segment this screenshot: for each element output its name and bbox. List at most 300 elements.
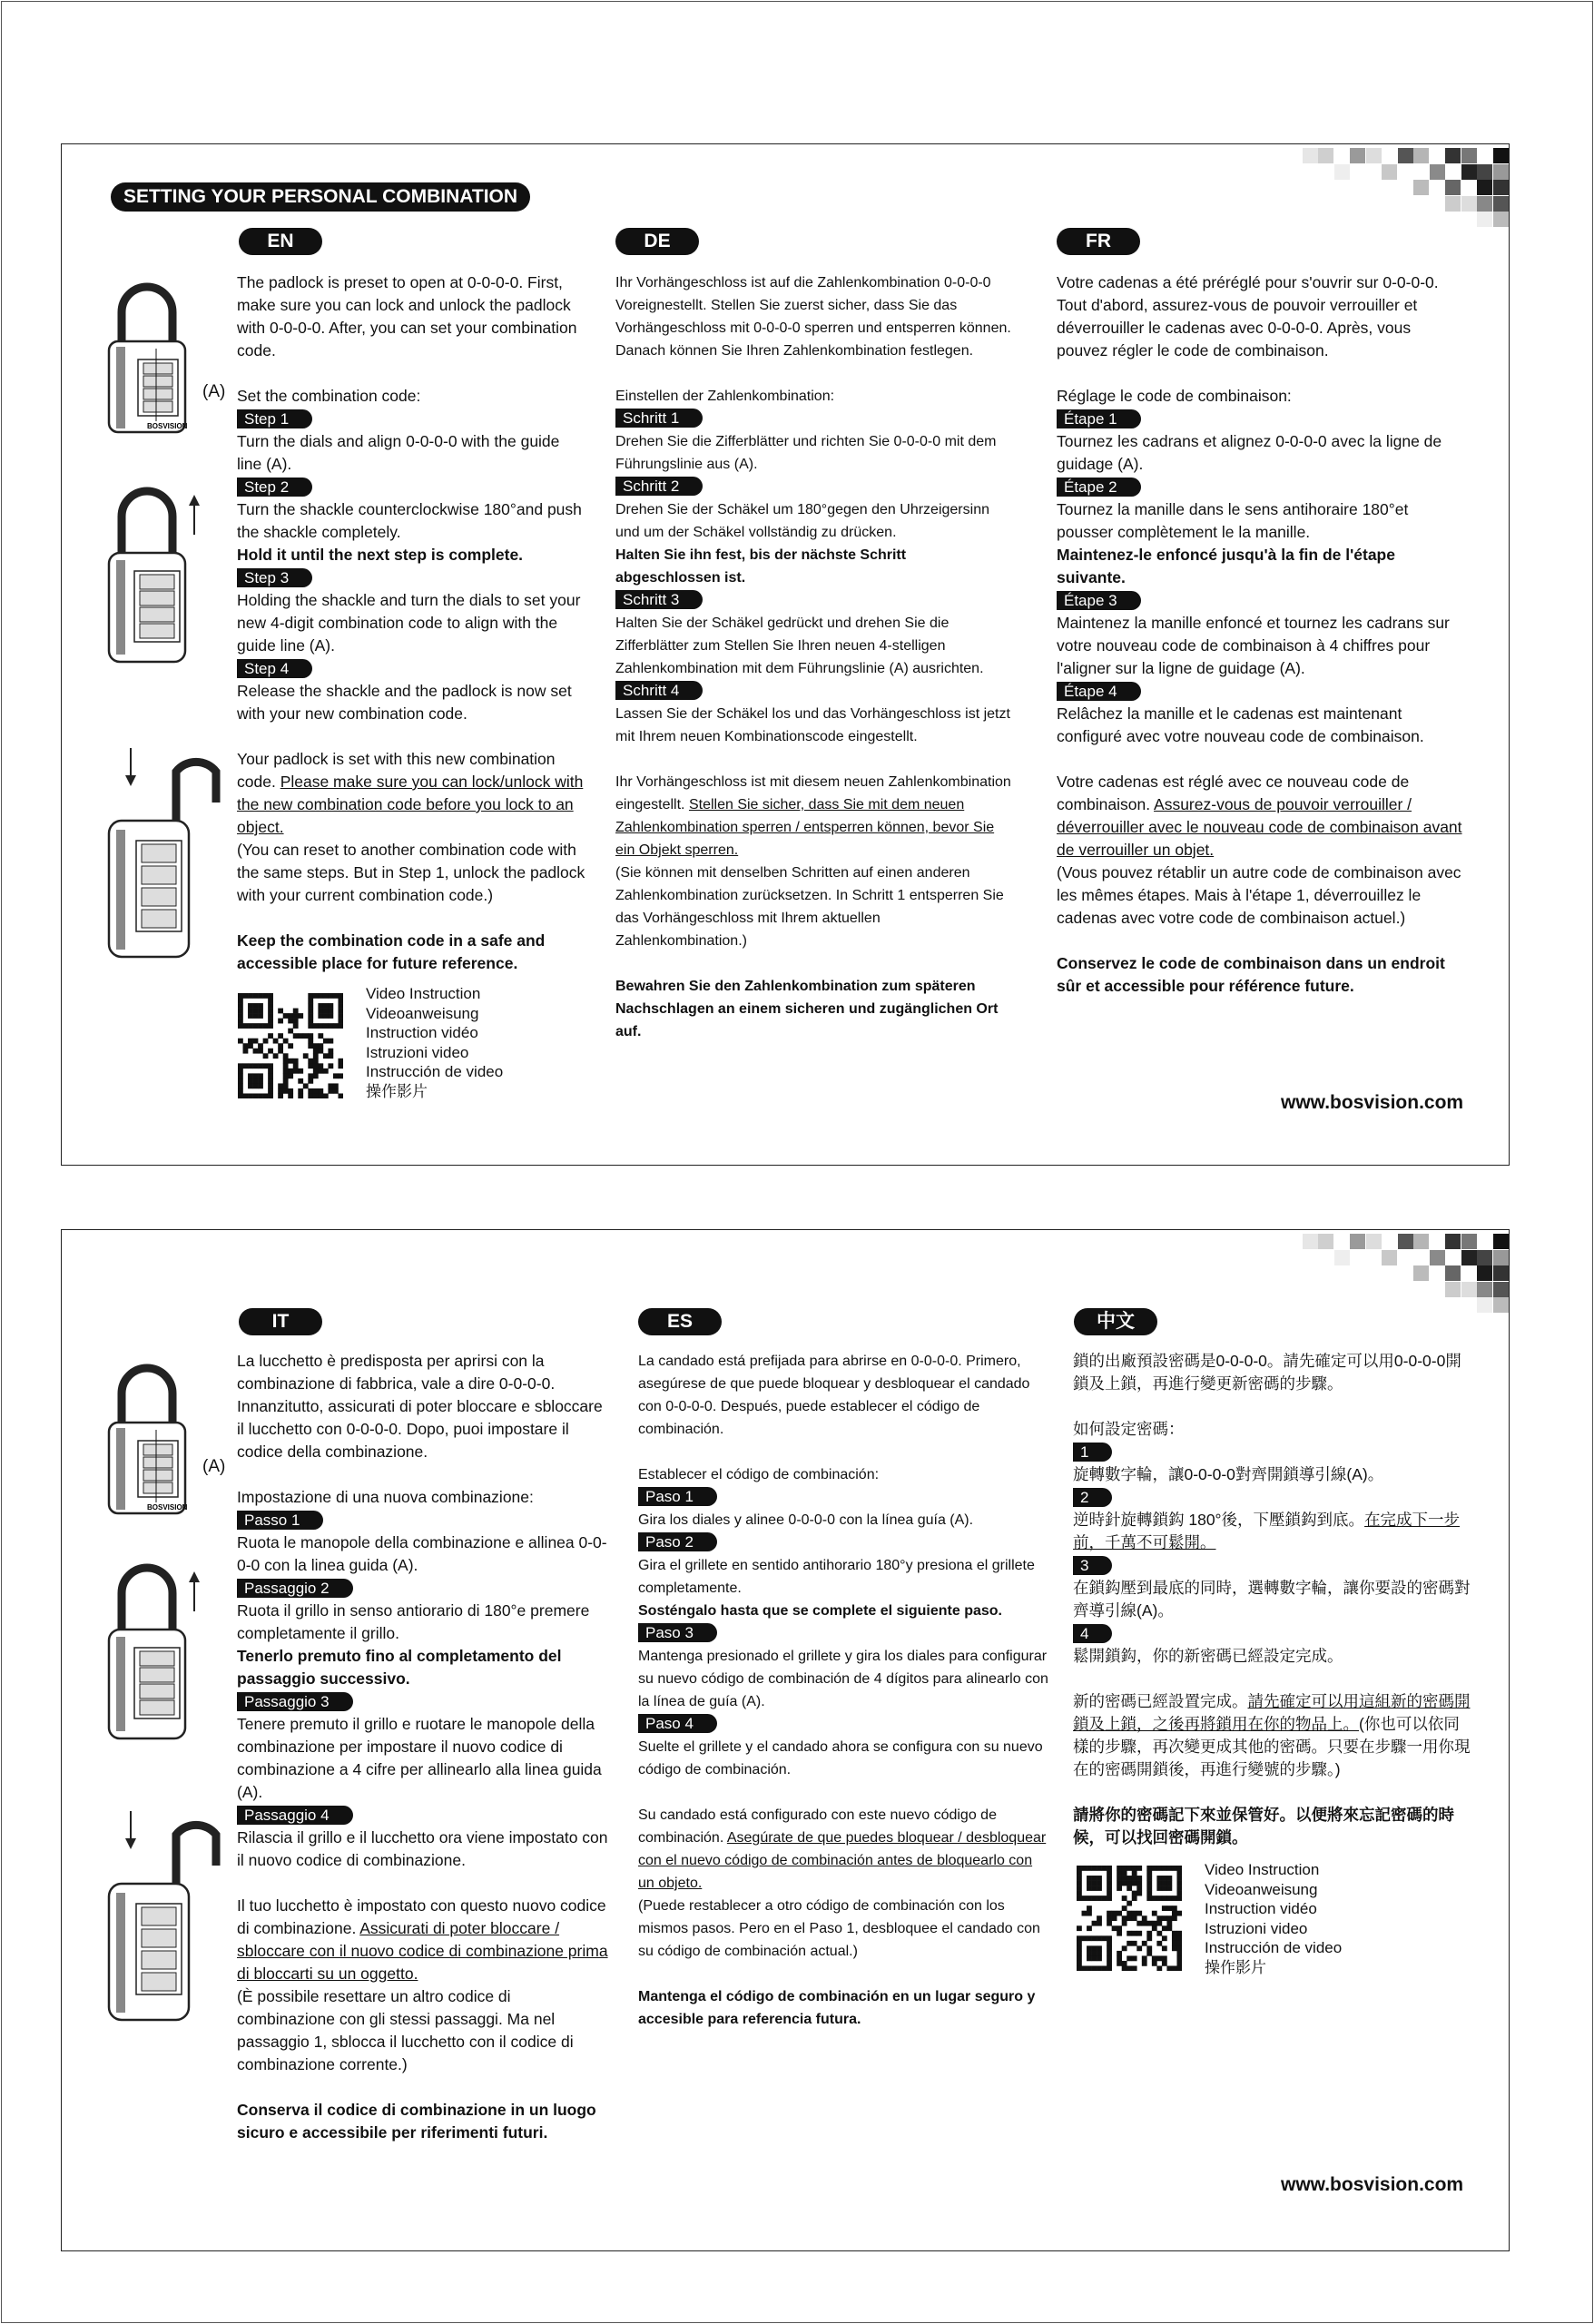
step-2-label: Step 2 <box>237 478 312 497</box>
qr-module <box>308 1093 313 1098</box>
qr-module <box>278 1049 283 1054</box>
mosaic-tile <box>1445 148 1461 163</box>
qr-module <box>1146 1871 1152 1876</box>
qr-module <box>268 993 273 999</box>
qr-module <box>308 1003 313 1009</box>
keep-text: Keep the combination code in a safe and accessible place for future reference. <box>237 931 546 972</box>
reset-text: (Vous pouvez rétablir un autre code de combinaison avec les mêmes étapes. Mais à l'étape 1, déverrouillez le cadenas avec votre code de combinaison actuel.) <box>1057 863 1461 927</box>
padlock-closed-illustration <box>103 1357 190 1516</box>
qr-module <box>1176 1961 1182 1966</box>
mosaic-tile <box>1461 196 1477 212</box>
qr-module <box>1087 1925 1092 1931</box>
qr-module <box>293 1009 299 1014</box>
intro-text: 鎖的出廠預設密碼是0-0-0-0。請先確定可以用0-0-0-0開鎖及上鎖，再進行變更新密碼的步驟。 <box>1073 1352 1461 1393</box>
step-3-text: Holding the shackle and turn the dials to set your new 4-digit combination code to align with the guide line (A). <box>237 591 581 655</box>
qr-module <box>278 1083 283 1088</box>
qr-module <box>1176 1866 1182 1871</box>
qr-module <box>238 1093 243 1098</box>
qr-module <box>1107 1945 1112 1951</box>
intro-text: The padlock is preset to open at 0-0-0-0. First, make sure you can lock and unlock the padlock with 0-0-0-0. After, you can set your combination code. <box>237 273 577 359</box>
qr-module <box>268 1003 273 1009</box>
qr-module <box>258 1043 263 1049</box>
qr-module <box>298 1013 303 1019</box>
step-3-text: 在鎖鈎壓到最底的同時，選轉數字輪，讓你要設的密碼對齊導引線(A)。 <box>1073 1579 1471 1620</box>
qr-module <box>1156 1896 1162 1901</box>
qr-module <box>1087 1911 1092 1916</box>
qr-module <box>1162 1925 1167 1931</box>
qr-module <box>1162 1896 1167 1901</box>
qr-module <box>243 1043 249 1049</box>
padlock-open-illustration <box>103 730 221 966</box>
qr-code[interactable] <box>238 993 343 1098</box>
qr-pattern <box>1077 1866 1182 1971</box>
mosaic-tile <box>1334 1250 1350 1265</box>
mosaic-tile <box>1318 1234 1333 1249</box>
guide-line-marker: (A) <box>202 382 226 401</box>
qr-module <box>313 1063 319 1068</box>
qr-module <box>323 1039 329 1044</box>
step-4-text: Relâchez la manille et le cadenas est maintenant configuré avec votre nouveau code de combinaison. <box>1057 704 1424 745</box>
qr-module <box>303 1053 309 1059</box>
done-warning: Please make sure you can lock/unlock with the new combination code before you lock to an object. <box>237 773 584 836</box>
qr-module <box>1166 1915 1172 1921</box>
qr-module <box>318 1043 323 1049</box>
page-title: SETTING YOUR PERSONAL COMBINATION <box>111 182 530 212</box>
reset-text: (你也可以依同樣的步驟，再次變更成其他的密碼。只要在步驟一用你現在的密碼開鎖後，再進行變號的步驟。) <box>1073 1715 1471 1778</box>
qr-module <box>313 1088 319 1094</box>
mosaic-tile <box>1445 180 1461 195</box>
qr-module <box>1146 1935 1152 1941</box>
qr-module <box>1166 1925 1172 1931</box>
qr-module <box>313 1059 319 1064</box>
qr-module <box>1122 1961 1127 1966</box>
qr-module <box>1077 1961 1082 1966</box>
qr-module <box>1112 1925 1117 1931</box>
qr-module <box>293 1059 299 1064</box>
qr-module <box>268 1083 273 1088</box>
qr-module <box>1102 1935 1107 1941</box>
qr-module <box>248 1009 253 1014</box>
step-1-text: 旋轉數字輪，讓0-0-0-0對齊開鎖導引線(A)。 <box>1073 1465 1384 1483</box>
step-2-label: Étape 2 <box>1057 478 1141 497</box>
qr-module <box>258 1003 263 1009</box>
mosaic-tile <box>1493 180 1509 195</box>
qr-module <box>1172 1905 1177 1911</box>
step-2-text: Tournez la manille dans le sens antihoraire 180°et pousser complètement le la manille. <box>1057 500 1409 541</box>
instructions-zh <box>1073 1350 1472 1849</box>
website-link[interactable]: www.bosvision.com <box>1281 1092 1464 1113</box>
qr-module <box>333 1088 339 1094</box>
qr-module <box>288 1029 293 1034</box>
padlock-open-illustration <box>103 1793 221 2029</box>
qr-module <box>318 1068 323 1074</box>
keep-text: 請將你的密碼記下來並保管好。以便將來忘記密碼的時候，可以找回密碼開鎖。 <box>1073 1806 1454 1846</box>
qr-module <box>1136 1881 1142 1886</box>
intro-text: Votre cadenas a été préréglé pour s'ouvrir sur 0-0-0-0. Tout d'abord, assurez-vous de pouvoir verrouiller et déverrouiller le cadenas avec 0-0-0-0. Après, vous pouvez régler le code de combinaison. <box>1057 273 1439 359</box>
qr-module <box>293 1033 299 1039</box>
video-label: Instrucción de video <box>366 1063 504 1080</box>
mosaic-tile <box>1477 212 1492 227</box>
qr-module <box>318 1049 323 1054</box>
qr-module <box>1077 1941 1082 1946</box>
qr-module <box>1172 1896 1177 1901</box>
qr-module <box>1107 1881 1112 1886</box>
video-instruction-labels <box>366 984 503 1101</box>
qr-module <box>243 993 249 999</box>
qr-module <box>308 993 313 999</box>
set-title: Establecer el código de combinación: <box>638 1467 880 1482</box>
keep-text: Mantenga el código de combinación en un lugar seguro y accesible para referencia futura. <box>638 1989 1036 2027</box>
keep-text: Bewahren Sie den Zahlenkombination zum späteren Nachschlagen an einem sicheren und zugänglichen Ort auf. <box>615 979 999 1039</box>
qr-module <box>323 1068 329 1074</box>
qr-module <box>1082 1965 1087 1971</box>
qr-module <box>238 1003 243 1009</box>
qr-module <box>313 1093 319 1098</box>
qr-module <box>258 1078 263 1084</box>
qr-module <box>1087 1951 1092 1956</box>
qr-module <box>283 1073 289 1078</box>
qr-module <box>1166 1965 1172 1971</box>
set-title: Set the combination code: <box>237 387 421 405</box>
qr-module <box>1122 1866 1127 1871</box>
qr-module <box>268 1073 273 1078</box>
qr-module <box>1176 1965 1182 1971</box>
qr-module <box>1132 1915 1137 1921</box>
qr-module <box>288 1088 293 1094</box>
step-3-label: Passaggio 3 <box>237 1692 353 1711</box>
mosaic-tile <box>1493 1234 1509 1249</box>
mosaic-tile <box>1493 164 1509 180</box>
mosaic-tile <box>1318 148 1333 163</box>
qr-module <box>253 1083 259 1088</box>
qr-pattern <box>238 993 343 1098</box>
qr-module <box>1077 1891 1082 1896</box>
step-2-text: Gira el grillete en sentido antihorario 180°y presiona el grillete completamente. <box>638 1558 1035 1596</box>
step-1-text: Turn the dials and align 0-0-0-0 with the guide line (A). <box>237 432 560 473</box>
qr-module <box>283 1039 289 1044</box>
qr-module <box>1136 1866 1142 1871</box>
qr-module <box>293 1068 299 1074</box>
qr-module <box>1127 1915 1132 1921</box>
qr-module <box>1087 1876 1092 1881</box>
qr-module <box>1172 1866 1177 1871</box>
qr-module <box>1132 1876 1137 1881</box>
lang-badge-en: EN <box>239 228 322 255</box>
done-warning: Stellen Sie sicher, dass Sie mit dem neuen Zahlenkombination sperren / entsperren können, bevor Sie ein Objekt sperren. <box>615 797 995 858</box>
qr-module <box>1172 1931 1177 1936</box>
qr-module <box>338 1093 343 1098</box>
done-text: Il tuo lucchetto è impostato con questo nuovo codice di combinazione. <box>237 1896 606 1937</box>
mosaic-tile <box>1413 1265 1429 1281</box>
qr-module <box>1077 1935 1082 1941</box>
qr-module <box>1127 1941 1132 1946</box>
qr-module <box>1117 1866 1122 1871</box>
qr-module <box>1162 1866 1167 1871</box>
qr-code[interactable] <box>1077 1866 1182 1971</box>
qr-module <box>1122 1876 1127 1881</box>
instructions-es <box>638 1350 1051 2031</box>
qr-module <box>1166 1881 1172 1886</box>
qr-module <box>1127 1886 1132 1891</box>
qr-module <box>308 1009 313 1014</box>
qr-module <box>263 1093 269 1098</box>
qr-module <box>1156 1866 1162 1871</box>
qr-module <box>1132 1931 1137 1936</box>
qr-module <box>1166 1866 1172 1871</box>
qr-module <box>248 1023 253 1029</box>
intro-text: Ihr Vorhängeschloss ist auf die Zahlenkombination 0-0-0-0 Voreignestellt. Stellen Sie zuerst sicher, dass Sie das Vorhängeschloss mit 0-0-0-0 sperren und entsperren können. Danach können Sie Ihren Zahlenkombination festlegen. <box>615 275 1011 359</box>
qr-module <box>308 999 313 1004</box>
set-title: Impostazione di una nuova combinazione: <box>237 1488 534 1506</box>
qr-module <box>1117 1925 1122 1931</box>
qr-module <box>278 1033 283 1039</box>
qr-module <box>1146 1951 1152 1956</box>
qr-module <box>1156 1881 1162 1886</box>
qr-module <box>1092 1876 1097 1881</box>
step-3-text: Maintenez la manille enfoncé et tournez les cadrans sur votre nouveau code de combinaison à 4 chiffres pour l'aligner sur la ligne de guidage (A). <box>1057 614 1450 677</box>
qr-module <box>1162 1935 1167 1941</box>
mosaic-tile <box>1493 1282 1509 1297</box>
qr-module <box>323 1093 329 1098</box>
qr-module <box>1166 1886 1172 1891</box>
qr-module <box>268 1093 273 1098</box>
qr-module <box>248 1039 253 1044</box>
done-text: Votre cadenas est réglé avec ce nouveau code de combinaison. <box>1057 773 1410 813</box>
qr-module <box>1097 1876 1102 1881</box>
qr-module <box>318 1003 323 1009</box>
qr-module <box>1087 1945 1092 1951</box>
qr-module <box>1166 1921 1172 1926</box>
mosaic-tile <box>1461 1282 1477 1297</box>
mosaic-tile <box>1366 1234 1382 1249</box>
qr-module <box>1087 1896 1092 1901</box>
qr-module <box>1107 1955 1112 1961</box>
qr-module <box>313 1073 319 1078</box>
qr-module <box>243 1093 249 1098</box>
qr-module <box>1127 1881 1132 1886</box>
lang-badge-de: DE <box>615 228 699 255</box>
qr-module <box>243 1023 249 1029</box>
qr-module <box>338 1059 343 1064</box>
qr-module <box>313 1043 319 1049</box>
qr-module <box>1107 1965 1112 1971</box>
qr-module <box>1132 1911 1137 1916</box>
qr-module <box>238 1078 243 1084</box>
qr-module <box>1117 1961 1122 1966</box>
qr-module <box>258 1063 263 1068</box>
qr-module <box>278 1009 283 1014</box>
video-label: Videoanweisung <box>1205 1880 1318 1898</box>
step-2-label: Schritt 2 <box>615 477 703 496</box>
qr-module <box>323 1053 329 1059</box>
qr-module <box>1107 1935 1112 1941</box>
qr-module <box>1136 1931 1142 1936</box>
qr-module <box>1107 1911 1112 1916</box>
mosaic-tile <box>1445 1282 1461 1297</box>
mosaic-tile <box>1493 148 1509 163</box>
step-3-text: Halten Sie der Schäkel gedrückt und drehen Sie die Zifferblätter zum Stellen Sie Ihren neuen 4-stelligen Zahlenkombination mit dem Führungslinie (A) ausrichten. <box>615 615 984 676</box>
qr-module <box>1132 1941 1137 1946</box>
qr-module <box>338 1023 343 1029</box>
qr-module <box>1092 1955 1097 1961</box>
qr-module <box>1107 1866 1112 1871</box>
qr-module <box>1136 1945 1142 1951</box>
qr-module <box>1087 1935 1092 1941</box>
qr-module <box>1162 1915 1167 1921</box>
qr-module <box>303 1083 309 1088</box>
step-4-label: Passaggio 4 <box>237 1806 353 1825</box>
qr-module <box>1146 1891 1152 1896</box>
qr-module <box>1172 1965 1177 1971</box>
instructions-it <box>237 1350 609 2144</box>
qr-module <box>308 1019 313 1024</box>
qr-module <box>1107 1896 1112 1901</box>
intro-text: La candado está prefijada para abrirse en 0-0-0-0. Primero, asegúrese de que puede bloquear y desbloquear el candado con 0-0-0-0. Después, puede establecer el código de combinación. <box>638 1354 1030 1437</box>
qr-module <box>253 1093 259 1098</box>
mosaic-tile <box>1493 196 1509 212</box>
qr-module <box>1117 1886 1122 1891</box>
video-instruction-labels <box>1205 1860 1342 1977</box>
qr-module <box>308 1043 313 1049</box>
qr-module <box>1077 1881 1082 1886</box>
qr-module <box>308 1033 313 1039</box>
panel-top <box>61 143 1510 1166</box>
lang-badge-es: ES <box>638 1308 722 1335</box>
qr-module <box>263 1039 269 1044</box>
qr-module <box>288 1093 293 1098</box>
qr-module <box>323 1003 329 1009</box>
qr-module <box>1122 1881 1127 1886</box>
step-1-label: Schritt 1 <box>615 409 703 428</box>
qr-module <box>238 1063 243 1068</box>
qr-module <box>298 1088 303 1094</box>
qr-module <box>1097 1945 1102 1951</box>
qr-module <box>253 993 259 999</box>
qr-module <box>328 1088 333 1094</box>
qr-module <box>283 1068 289 1074</box>
qr-module <box>238 1013 243 1019</box>
mosaic-tile <box>1493 212 1509 227</box>
qr-module <box>258 1083 263 1088</box>
padlock-brand-text: BOSVISION <box>147 422 188 430</box>
mosaic-tile <box>1382 1250 1397 1265</box>
step-1-label: Step 1 <box>237 409 312 428</box>
qr-module <box>248 1083 253 1088</box>
qr-module <box>1176 1951 1182 1956</box>
step-2-label: Paso 2 <box>638 1532 717 1551</box>
qr-module <box>308 1023 313 1029</box>
qr-module <box>1077 1886 1082 1891</box>
website-link[interactable]: www.bosvision.com <box>1281 2174 1464 2195</box>
mosaic-tile <box>1382 164 1397 180</box>
step-4-text: Rilascia il grillo e il lucchetto ora viene impostato con il nuovo codice di combinazione. <box>237 1828 608 1869</box>
qr-module <box>1156 1931 1162 1936</box>
qr-module <box>288 1073 293 1078</box>
qr-module <box>258 1013 263 1019</box>
reset-text: (You can reset to another combination code with the same steps. But in Step 1, unlock the padlock with your current combination code.) <box>237 841 585 904</box>
done-warning: Assicurati di poter bloccare / sbloccare con il nuovo codice di combinazione prima di bloccarti su un oggetto. <box>237 1919 608 1983</box>
qr-module <box>248 1073 253 1078</box>
step-4-text: Suelte el grillete y el candado ahora se configura con su nuevo código de combinación. <box>638 1739 1043 1777</box>
qr-module <box>303 1033 309 1039</box>
qr-module <box>1152 1961 1157 1966</box>
mosaic-tile <box>1413 148 1429 163</box>
qr-module <box>1142 1921 1147 1926</box>
qr-module <box>1156 1876 1162 1881</box>
qr-module <box>238 999 243 1004</box>
step-2-label: Passaggio 2 <box>237 1579 353 1598</box>
qr-module <box>1087 1965 1092 1971</box>
qr-module <box>1117 1951 1122 1956</box>
video-label: Instruction vidéo <box>366 1024 478 1041</box>
qr-module <box>293 1063 299 1068</box>
qr-module <box>1107 1921 1112 1926</box>
qr-module <box>1127 1866 1132 1871</box>
mosaic-tile <box>1461 1250 1477 1265</box>
qr-module <box>1172 1915 1177 1921</box>
qr-module <box>313 1049 319 1054</box>
qr-module <box>1152 1866 1157 1871</box>
qr-module <box>1092 1921 1097 1926</box>
qr-module <box>1172 1945 1177 1951</box>
qr-module <box>1117 1881 1122 1886</box>
qr-module <box>338 1019 343 1024</box>
step-2-warning: 在完成下一步前，千萬不可鬆開。 <box>1073 1511 1461 1551</box>
qr-module <box>1102 1896 1107 1901</box>
qr-module <box>1122 1871 1127 1876</box>
qr-module <box>318 1033 323 1039</box>
video-label: 操作影片 <box>366 1082 428 1100</box>
qr-module <box>328 1063 333 1068</box>
qr-module <box>338 999 343 1004</box>
qr-module <box>1166 1905 1172 1911</box>
qr-module <box>1132 1891 1137 1896</box>
qr-module <box>288 1019 293 1024</box>
lang-badge-fr: FR <box>1057 228 1140 255</box>
step-2-emphasis: Maintenez-le enfoncé jusqu'à la fin de l'étape suivante. <box>1057 546 1395 586</box>
qr-module <box>1162 1961 1167 1966</box>
padlock-pressed-illustration <box>103 480 203 671</box>
qr-module <box>1107 1951 1112 1956</box>
qr-module <box>1122 1915 1127 1921</box>
qr-module <box>1156 1915 1162 1921</box>
qr-module <box>248 1013 253 1019</box>
step-2-emphasis: Hold it until the next step is complete. <box>237 546 524 564</box>
qr-module <box>313 1053 319 1059</box>
qr-module <box>258 1023 263 1029</box>
mosaic-tile <box>1413 180 1429 195</box>
set-title: Einstellen der Zahlenkombination: <box>615 389 835 404</box>
qr-module <box>273 1053 279 1059</box>
qr-module <box>288 1068 293 1074</box>
qr-module <box>1082 1911 1087 1916</box>
qr-module <box>278 1043 283 1049</box>
step-2-text: Turn the shackle counterclockwise 180°and push the shackle completely. <box>237 500 582 541</box>
qr-module <box>1097 1965 1102 1971</box>
qr-module <box>283 1059 289 1064</box>
qr-module <box>1156 1955 1162 1961</box>
qr-module <box>1077 1925 1082 1931</box>
qr-module <box>1097 1866 1102 1871</box>
mosaic-tile <box>1477 1297 1492 1313</box>
qr-module <box>323 1023 329 1029</box>
decorative-mosaic <box>1255 144 1509 290</box>
mosaic-tile <box>1445 1234 1461 1249</box>
video-label: Videoanweisung <box>366 1004 479 1022</box>
qr-module <box>278 1093 283 1098</box>
mosaic-tile <box>1461 148 1477 163</box>
qr-module <box>328 1009 333 1014</box>
